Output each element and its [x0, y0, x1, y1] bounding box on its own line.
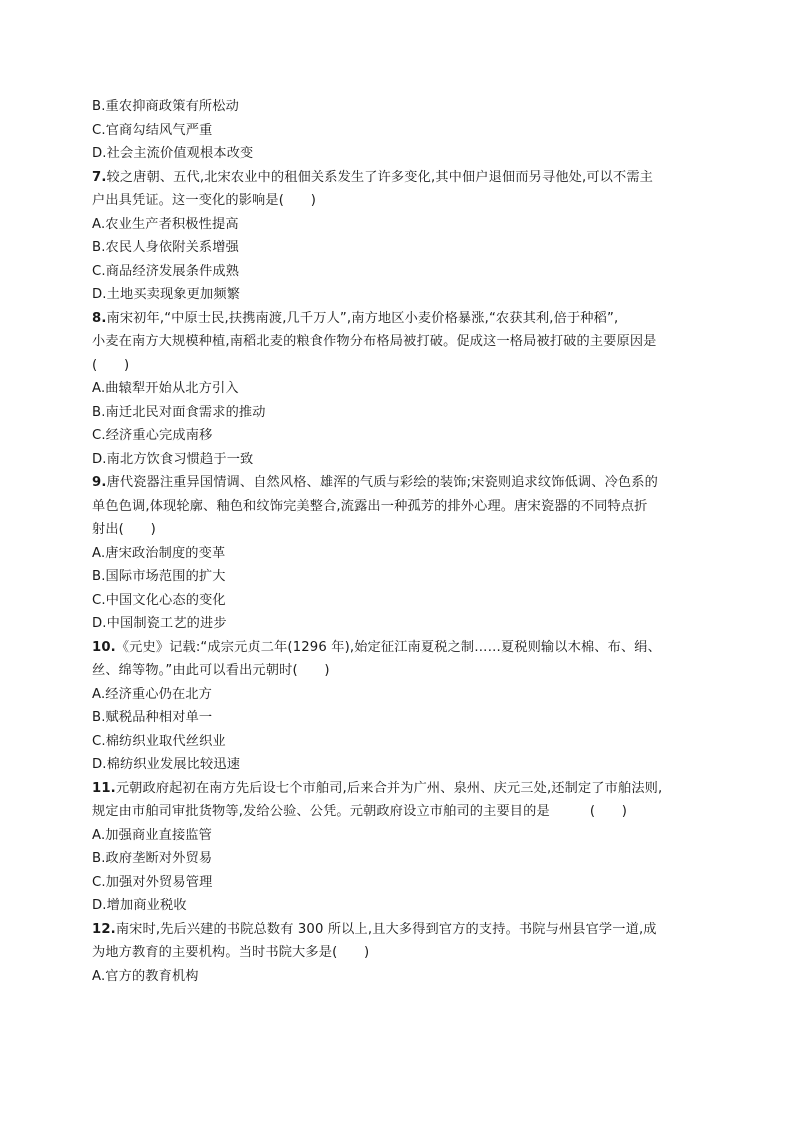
option-text: 中国文化心态的变化: [105, 592, 226, 608]
answer-option: [92, 283, 704, 307]
option-text: 南迁北民对面食需求的推动: [105, 404, 266, 420]
question-stem-line: [92, 330, 704, 354]
option-text: 赋税品种相对单一: [105, 710, 213, 725]
option-label: D.: [92, 451, 107, 467]
answer-option: [92, 213, 704, 237]
answer-option: [92, 589, 704, 613]
option-label: B.: [92, 240, 106, 255]
question-text: 元朝政府起初在南方先后设七个市舶司,后来合并为广州、泉州、庆元三处,还制定了市舶法则,: [115, 780, 663, 796]
answer-option: [92, 683, 704, 707]
question-number: 12.: [92, 921, 116, 937]
question-stem-line: [92, 918, 704, 942]
question-stem-line: [92, 659, 704, 683]
option-text: 棉纺织业发展比较迅速: [106, 757, 241, 772]
option-text: 经济重心完成南移: [105, 428, 213, 443]
question-number: 11.: [92, 780, 116, 796]
question-stem-line: [92, 777, 704, 801]
question-text: 丝、绵等物。”由此可以看出元朝时( ): [92, 663, 330, 678]
answer-option: [92, 730, 704, 754]
answer-option: [92, 448, 704, 472]
answer-option: [92, 377, 704, 401]
option-label: C.: [92, 874, 106, 890]
question-text: 户出具凭证。这一变化的影响是( ): [92, 193, 316, 208]
question-text: 射出( ): [92, 522, 156, 537]
option-text: 官方的教育机构: [105, 968, 199, 984]
option-label: A.: [92, 216, 106, 232]
answer-option: [92, 565, 704, 589]
option-text: 中国制瓷工艺的进步: [106, 616, 227, 631]
option-label: A.: [92, 827, 106, 843]
option-label: D.: [92, 287, 107, 302]
answer-option: [92, 847, 704, 871]
option-text: 南北方饮食习惯趋于一致: [106, 451, 254, 467]
option-text: 经济重心仍在北方: [105, 686, 212, 702]
option-label: B.: [92, 569, 106, 584]
answer-option: [92, 706, 704, 730]
option-text: 政府垄断对外贸易: [105, 851, 213, 866]
answer-option: [92, 95, 704, 119]
question-stem-line: [92, 166, 704, 190]
question-stem-line: [92, 800, 704, 824]
answer-option: [92, 260, 704, 284]
question-text: 较之唐朝、五代,北宋农业中的租佃关系发生了许多变化,其中佃户退佃而另寻他处,可以不需主: [106, 169, 654, 185]
option-text: 商品经济发展条件成熟: [105, 263, 240, 279]
exam-questions: [92, 95, 704, 988]
option-label: C.: [92, 592, 106, 608]
option-label: A.: [92, 686, 106, 702]
question-number: 8.: [92, 310, 107, 326]
question-number: 10.: [92, 639, 116, 655]
option-text: 土地买卖现象更加频繁: [106, 287, 241, 302]
option-label: C.: [92, 263, 106, 279]
option-text: 农民人身依附关系增强: [105, 240, 239, 255]
answer-option: [92, 753, 704, 777]
answer-option: [92, 119, 704, 143]
option-label: D.: [92, 898, 107, 913]
answer-option: [92, 236, 704, 260]
option-label: C.: [92, 122, 106, 138]
option-label: A.: [92, 545, 106, 561]
question-stem-line: [92, 495, 704, 519]
answer-option: [92, 894, 704, 918]
question-number: 9.: [92, 475, 107, 490]
answer-option: [92, 142, 704, 166]
option-text: 曲辕犁开始从北方引入: [105, 381, 239, 396]
option-label: B.: [92, 99, 106, 114]
answer-option: [92, 824, 704, 848]
option-label: B.: [92, 710, 106, 725]
question-text: 规定由市舶司审批货物等,发给公验、公凭。元朝政府设立市舶司的主要目的是 ( ): [92, 804, 628, 819]
question-text: 小麦在南方大规模种植,南稻北麦的粮食作物分布格局被打破。促成这一格局被打破的主要原因是: [92, 334, 657, 349]
question-stem-line: [92, 471, 704, 495]
option-text: 唐宋政治制度的变革: [105, 545, 226, 561]
option-text: 社会主流价值观根本改变: [106, 146, 254, 161]
question-text: ( ): [92, 357, 130, 373]
question-stem-line: [92, 941, 704, 965]
question-text: 唐代瓷器注重异国情调、自然风格、雄浑的气质与彩绘的装饰;宋瓷则追求纹饰低调、冷色系的: [106, 475, 658, 490]
question-text: 单色色调,体现轮廓、釉色和纹饰完美整合,流露出一种孤芳的排外心理。唐宋瓷器的不同特点折: [92, 498, 648, 514]
option-label: B.: [92, 404, 106, 420]
option-label: B.: [92, 851, 106, 866]
question-stem-line: [92, 636, 704, 660]
answer-option: [92, 542, 704, 566]
answer-option: [92, 965, 704, 989]
question-stem-line: [92, 518, 704, 542]
question-stem-line: [92, 307, 704, 331]
option-text: 加强商业直接监管: [105, 827, 212, 843]
option-text: 官商勾结风气严重: [105, 122, 213, 138]
option-label: D.: [92, 757, 107, 772]
question-number: 7.: [92, 169, 107, 185]
question-text: 南宋初年,“中原士民,扶携南渡,几千万人”,南方地区小麦价格暴涨,“农获其利,倍于种稻”,: [106, 310, 619, 326]
option-text: 加强对外贸易管理: [105, 874, 213, 890]
option-text: 重农抑商政策有所松动: [105, 99, 239, 114]
answer-option: [92, 401, 704, 425]
option-label: C.: [92, 733, 106, 749]
question-text: 为地方教育的主要机构。当时书院大多是( ): [92, 945, 370, 960]
question-stem-line: [92, 189, 704, 213]
option-text: 增加商业税收: [106, 898, 187, 913]
option-label: A.: [92, 381, 106, 396]
option-label: C.: [92, 428, 106, 443]
question-stem-line: [92, 354, 704, 378]
answer-option: [92, 871, 704, 895]
option-text: 农业生产者积极性提高: [105, 216, 239, 232]
option-text: 国际市场范围的扩大: [105, 569, 226, 584]
option-label: D.: [92, 616, 107, 631]
option-label: D.: [92, 146, 107, 161]
option-label: A.: [92, 968, 106, 984]
answer-option: [92, 424, 704, 448]
answer-option: [92, 612, 704, 636]
option-text: 棉纺织业取代丝织业: [105, 733, 226, 749]
question-text: 南宋时,先后兴建的书院总数有 300 所以上,且大多得到官方的支持。书院与州县官学一道,成: [115, 921, 657, 937]
question-text: 《元史》记载:“成宗元贞二年(1296 年),始定征江南夏税之制……夏税则输以木棉、布、绢、: [115, 639, 661, 655]
